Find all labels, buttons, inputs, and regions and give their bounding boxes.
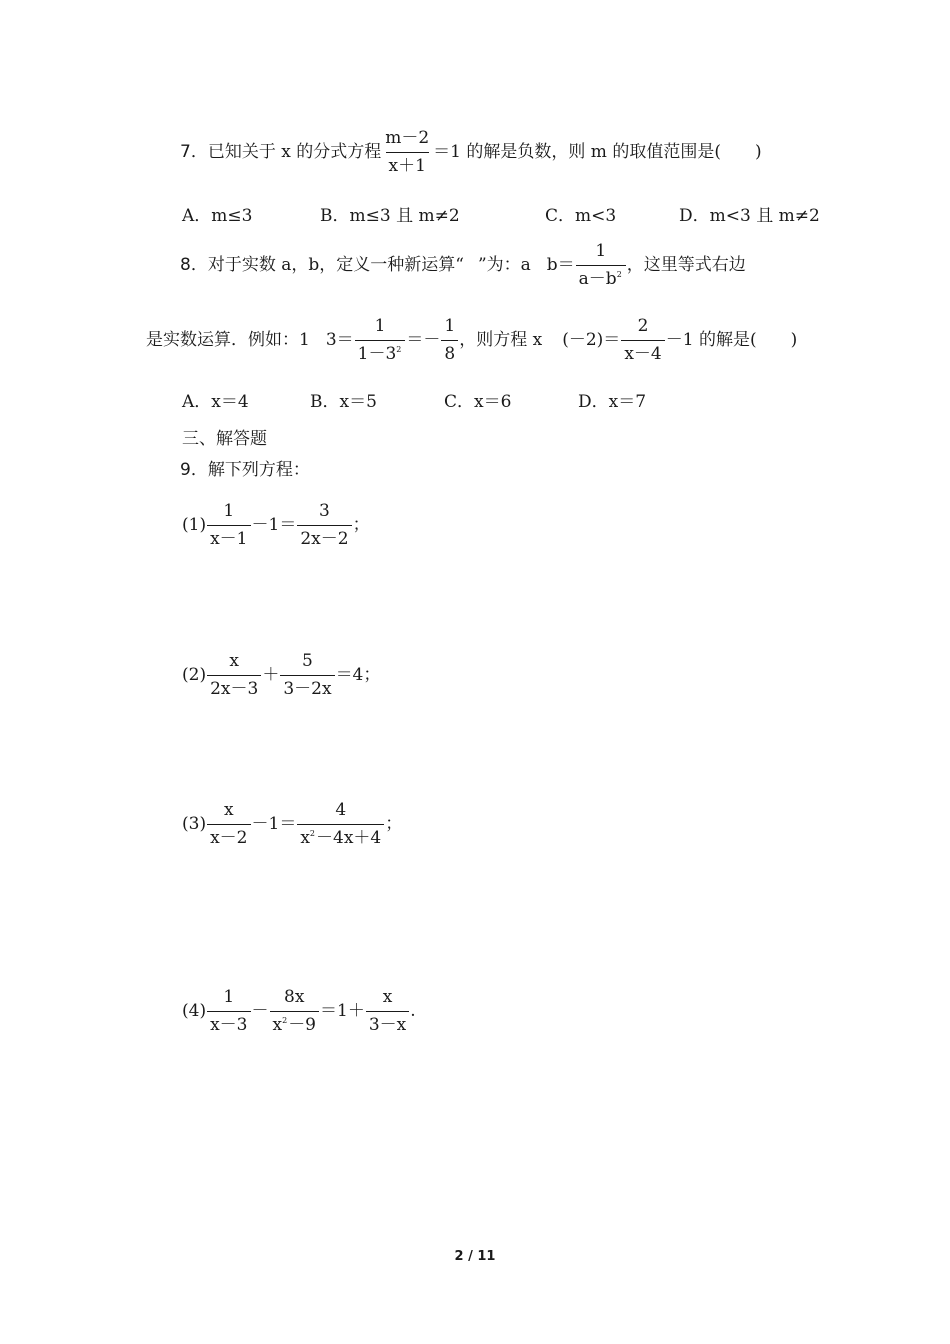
question-8-text-9: (－2)＝	[562, 330, 621, 350]
equation-label: (4)	[182, 1001, 207, 1021]
fraction-numerator: 1	[223, 987, 235, 1007]
equation-label: (1)	[182, 515, 207, 535]
question-8-text-7: ＝－	[406, 330, 441, 350]
equation-end: ；	[385, 814, 403, 834]
fraction-denominator: x－1	[207, 525, 250, 548]
fraction-denominator: x＋1	[386, 152, 429, 175]
q7-option-a: A．m≤3	[182, 206, 253, 226]
question-8-text-4: ，这里等式右边	[626, 255, 746, 275]
example-fraction	[355, 318, 406, 363]
q8-option-b: B．x＝5	[310, 392, 377, 412]
equation-end: ；	[352, 515, 370, 535]
page-number: 2 / 11	[454, 1249, 496, 1264]
question-7	[180, 130, 762, 175]
question-8-text-8: ，则方程 x	[459, 330, 543, 350]
fraction-denominator: 2x－2	[297, 525, 351, 548]
q8-option-d: D．x＝7	[578, 392, 647, 412]
fraction-numerator: x	[382, 987, 393, 1007]
question-8-text-2: ”为：a	[477, 255, 531, 275]
equation-operator: ＝1＋	[320, 1001, 365, 1021]
equation-label: (3)	[182, 814, 207, 834]
question-7-text-end: ＝1 的解是负数，则 m 的取值范围是( )	[433, 142, 762, 162]
fraction-denominator: x－2	[207, 824, 250, 847]
equation-fraction	[207, 802, 250, 847]
question-9-title	[180, 462, 310, 479]
fraction-denominator: 2x－3	[207, 675, 261, 698]
equation-operator: －1＝	[251, 814, 297, 834]
equation-fraction	[280, 653, 334, 698]
fraction-numerator: 8x	[284, 987, 305, 1007]
equation-fraction	[270, 989, 320, 1034]
question-7-number: 7．	[180, 142, 208, 162]
example-result-fraction	[441, 318, 458, 363]
definition-fraction	[576, 243, 626, 288]
fraction-numerator: 1	[444, 316, 456, 336]
fraction-denominator: x－4	[621, 340, 664, 363]
equation-fraction	[297, 802, 384, 847]
equation-operator: －	[251, 1001, 269, 1021]
question-9-number: 9．	[180, 460, 208, 480]
equation-2	[182, 653, 380, 698]
question-8-number: 8．	[180, 255, 208, 275]
question-7-text: 已知关于 x 的分式方程	[207, 142, 382, 162]
q8-option-c: C．x＝6	[444, 392, 512, 412]
fraction-numerator: 4	[335, 800, 347, 820]
q7-option-b: B．m≤3 且 m≠2	[320, 206, 460, 226]
fraction-denominator: x－3	[207, 1011, 250, 1034]
fraction-numerator: 5	[302, 651, 313, 671]
fraction-denominator: 8	[441, 340, 458, 363]
q8-option-a: A．x＝4	[182, 392, 249, 412]
question-9-text: 解下列方程：	[207, 460, 310, 480]
equation-fraction	[297, 503, 351, 548]
question-8-line-1	[180, 243, 746, 288]
section-heading: 三、解答题	[182, 429, 267, 449]
question-8-text: 对于实数 a，b，定义一种新运算“	[207, 255, 464, 275]
question-7-fraction	[382, 130, 432, 175]
fraction-numerator: x	[229, 651, 239, 671]
equation-4	[182, 989, 416, 1034]
question-8-text-3: b＝	[546, 255, 575, 275]
equation-fraction	[207, 503, 250, 548]
equation-operator: ＋	[262, 665, 280, 685]
fraction-denominator: 3－2x	[280, 675, 334, 698]
question-8-text-10: －1 的解是( )	[665, 330, 798, 350]
equation-label: (2)	[182, 665, 207, 685]
fraction-denominator: $x^2-9$	[270, 1011, 320, 1034]
equation-operator: －1＝	[251, 515, 297, 535]
equation-1	[182, 503, 370, 548]
fraction-numerator: 2	[637, 316, 649, 336]
q7-option-d: D．m<3 且 m≠2	[679, 206, 820, 226]
fraction-denominator: $1-3^2$	[355, 340, 406, 363]
q7-option-c: C．m<3	[545, 206, 617, 226]
equation-fraction	[207, 989, 250, 1034]
fraction-numerator: 3	[319, 501, 330, 521]
fraction-denominator: $a-b^2$	[576, 265, 626, 288]
question-8-line-2	[146, 318, 797, 363]
fraction-numerator: 1	[374, 316, 386, 336]
fraction-numerator: x	[224, 800, 234, 820]
fraction-numerator: 1	[595, 241, 607, 261]
equation-fraction	[366, 989, 409, 1034]
equation-fraction	[207, 653, 261, 698]
question-8-text-6: 3＝	[325, 330, 354, 350]
fraction-numerator: m－2	[385, 128, 430, 148]
fraction-numerator: 1	[223, 501, 235, 521]
equation-end: .	[410, 1001, 416, 1021]
equation-3	[182, 802, 402, 847]
equation-end: ＝4；	[335, 665, 381, 685]
fraction-denominator: 3－x	[366, 1011, 409, 1034]
question-8-text-5: 是实数运算．例如：1	[146, 330, 310, 350]
equation-fraction	[621, 318, 664, 363]
fraction-denominator: $x^2-4x+4$	[297, 824, 384, 847]
